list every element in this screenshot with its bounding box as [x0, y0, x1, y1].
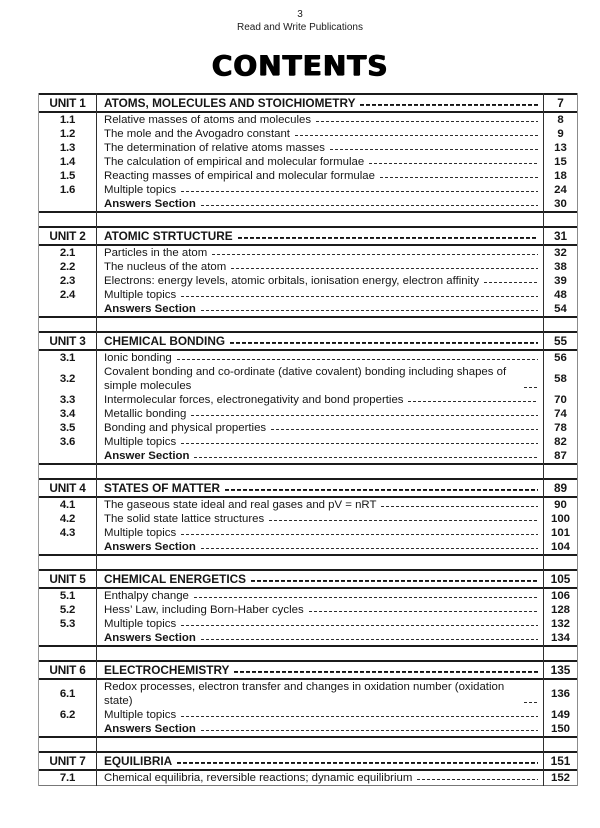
dotted-leader [408, 393, 538, 407]
entry-title: Intermolecular forces, electronegativity and bond properties [104, 394, 404, 406]
entry-page: 151 [550, 754, 571, 768]
dotted-leader [201, 540, 538, 554]
entry-number: 1.4 [59, 156, 76, 168]
toc-section-row [39, 127, 577, 141]
entry-title-cell [96, 480, 544, 496]
entry-title: Redox processes, electron transfer and changes in oxidation number (oxidation state) [104, 681, 505, 707]
dotted-leader [524, 680, 538, 708]
toc-section-row [39, 421, 577, 435]
entry-page: 101 [550, 527, 570, 539]
entry-title-cell [96, 95, 544, 111]
entry-title-cell [96, 708, 544, 722]
page-header [0, 0, 600, 34]
unit-block-6 [39, 660, 577, 738]
entry-title: Multiple topics [104, 527, 177, 539]
entry-page: 132 [550, 618, 570, 630]
entry-title-cell [96, 421, 544, 435]
toc-section-row [39, 722, 577, 736]
dotted-leader [380, 169, 538, 183]
entry-title: Multiple topics [104, 618, 177, 630]
dotted-leader [201, 722, 538, 736]
entry-page: 104 [550, 541, 570, 553]
unit-spacer [39, 213, 577, 226]
entry-title-cell [96, 333, 544, 349]
entry-title-cell [96, 771, 544, 785]
dotted-leader [181, 526, 538, 540]
toc-section-row [39, 113, 577, 127]
dotted-leader [181, 183, 538, 197]
toc-section-row [39, 498, 577, 512]
toc-section-row [39, 589, 577, 603]
entry-number: 3.5 [59, 422, 76, 434]
toc-section-row [39, 631, 577, 645]
entry-number: 1.3 [59, 142, 76, 154]
entry-title: ATOMIC STRTUCTURE [104, 229, 233, 243]
entry-title-cell [96, 662, 544, 678]
dotted-leader [360, 95, 538, 111]
entry-title-cell [96, 197, 544, 211]
dotted-leader [231, 260, 538, 274]
entry-title-cell [96, 449, 544, 463]
toc-section-row [39, 246, 577, 260]
entry-number: 5.3 [59, 618, 76, 630]
entry-title-cell [96, 603, 544, 617]
entry-number: 4.3 [59, 527, 76, 539]
entry-title-cell [96, 540, 544, 554]
toc-section-row [39, 274, 577, 288]
entry-page: 82 [554, 436, 567, 448]
entry-number: 1.1 [59, 114, 76, 126]
entry-title-cell [96, 526, 544, 540]
entry-page: 7 [557, 96, 564, 110]
entry-title: The determination of relative atoms masses [104, 142, 325, 154]
toc-unit-row [39, 571, 577, 589]
entry-title-cell [96, 393, 544, 407]
dotted-leader [269, 512, 538, 526]
unit-block-1 [39, 93, 577, 213]
entry-number: 3.6 [59, 436, 76, 448]
dotted-leader [212, 246, 538, 260]
toc-section-row [39, 708, 577, 722]
unit-block-4 [39, 478, 577, 556]
dotted-leader [309, 603, 538, 617]
toc-unit-row [39, 228, 577, 246]
dotted-leader [225, 480, 538, 496]
entry-number: UNIT 7 [49, 754, 86, 768]
toc-section-row [39, 302, 577, 316]
entry-title-cell [96, 722, 544, 736]
toc-section-row [39, 351, 577, 365]
entry-number: UNIT 5 [49, 572, 86, 586]
unit-block-2 [39, 226, 577, 318]
entry-page: 9 [557, 128, 564, 140]
entry-page: 55 [553, 334, 568, 348]
column-divider-page [543, 93, 544, 786]
entry-number: 6.2 [59, 709, 76, 721]
entry-title: Answers Section [104, 632, 196, 644]
entry-title: EQUILIBRIA [104, 754, 173, 768]
dotted-leader [484, 274, 538, 288]
entry-title: Reacting masses of empirical and molecular formulae [104, 170, 375, 182]
entry-page: 149 [550, 709, 570, 721]
entry-number: 1.6 [59, 184, 76, 196]
entry-number: UNIT 3 [49, 334, 86, 348]
entry-title-cell [96, 351, 544, 365]
dotted-leader [181, 435, 538, 449]
dotted-leader [177, 753, 538, 769]
toc-section-row [39, 603, 577, 617]
entry-title: Multiple topics [104, 709, 177, 721]
toc-section-row [39, 169, 577, 183]
page-number: 3 [297, 9, 303, 20]
entry-number: 4.2 [59, 513, 76, 525]
dotted-leader [181, 708, 538, 722]
entry-page: 8 [557, 114, 564, 126]
entry-page: 39 [554, 275, 567, 287]
entry-number: 2.1 [59, 247, 76, 259]
entry-number: UNIT 4 [49, 481, 86, 495]
entry-title: Enthalpy change [104, 590, 189, 602]
entry-page: 90 [554, 499, 567, 511]
entry-title-cell [96, 753, 544, 769]
toc-section-row [39, 512, 577, 526]
toc-unit-row [39, 95, 577, 113]
entry-title: Metallic bonding [104, 408, 187, 420]
entry-title: STATES OF MATTER [104, 481, 220, 495]
entry-title-cell [96, 498, 544, 512]
dotted-leader [194, 589, 538, 603]
entry-page: 32 [554, 247, 567, 259]
entry-number: 5.1 [59, 590, 76, 602]
dotted-leader [230, 333, 538, 349]
entry-page: 105 [550, 572, 571, 586]
entry-number: 2.2 [59, 261, 76, 273]
entry-page: 58 [554, 373, 567, 385]
dotted-leader [330, 141, 538, 155]
dotted-leader [181, 288, 538, 302]
entry-page: 74 [554, 408, 567, 420]
dotted-leader [177, 351, 538, 365]
toc-unit-row [39, 480, 577, 498]
dotted-leader [524, 365, 538, 393]
entry-page: 70 [554, 394, 567, 406]
entry-page: 134 [550, 632, 570, 644]
dotted-leader [238, 228, 538, 244]
toc-section-row [39, 155, 577, 169]
toc-section-row [39, 540, 577, 554]
entry-number: 2.4 [59, 289, 76, 301]
toc-section-row [39, 449, 577, 463]
entry-title: ATOMS, MOLECULES AND STOICHIOMETRY [104, 96, 356, 110]
entry-title-cell [96, 512, 544, 526]
entry-page: 48 [554, 289, 567, 301]
entry-title: Answers Section [104, 198, 196, 210]
entry-title: Answers Section [104, 723, 196, 735]
toc-section-row [39, 183, 577, 197]
toc-unit-row [39, 753, 577, 771]
entry-title: Multiple topics [104, 289, 177, 301]
unit-spacer [39, 556, 577, 569]
toc-section-row [39, 393, 577, 407]
entry-title-cell [96, 617, 544, 631]
dotted-leader [201, 631, 538, 645]
dotted-leader [194, 449, 538, 463]
dotted-leader [369, 155, 538, 169]
toc-section-row [39, 435, 577, 449]
dotted-leader [271, 421, 538, 435]
column-divider-number [96, 93, 97, 786]
entry-title: The gaseous state ideal and real gases and pV = nRT [104, 499, 377, 511]
entry-page: 128 [550, 604, 570, 616]
entry-title: The solid state lattice structures [104, 513, 265, 525]
entry-page: 136 [550, 688, 570, 700]
entry-page: 56 [554, 352, 567, 364]
entry-number: 2.3 [59, 275, 76, 287]
entry-number: 4.1 [59, 499, 76, 511]
entry-page: 89 [553, 481, 568, 495]
unit-spacer [39, 465, 577, 478]
entry-number: 3.4 [59, 408, 76, 420]
toc-section-row [39, 407, 577, 421]
entry-page: 54 [554, 303, 567, 315]
entry-title-cell [96, 589, 544, 603]
toc-section-row [39, 617, 577, 631]
entry-page: 31 [553, 229, 568, 243]
entry-title: Bonding and physical properties [104, 422, 267, 434]
entry-title: The calculation of empirical and molecular formulae [104, 156, 365, 168]
unit-block-5 [39, 569, 577, 647]
entry-title-cell [96, 246, 544, 260]
toc-unit-row [39, 333, 577, 351]
entry-title: Particles in the atom [104, 247, 208, 259]
entry-title: Multiple topics [104, 184, 177, 196]
dotted-leader [316, 113, 538, 127]
toc-section-row [39, 365, 577, 393]
entry-title: The mole and the Avogadro constant [104, 128, 290, 140]
entry-title: Chemical equilibria, reversible reactions; dynamic equilibrium [104, 772, 413, 784]
entry-title-cell [96, 169, 544, 183]
dotted-leader [201, 302, 538, 316]
entry-title-cell [96, 365, 544, 393]
entry-page: 78 [554, 422, 567, 434]
entry-title: Answers Section [104, 541, 196, 553]
toc-section-row [39, 771, 577, 785]
toc-section-row [39, 526, 577, 540]
entry-title-cell [96, 571, 544, 587]
entry-title-cell [96, 631, 544, 645]
dotted-leader [201, 197, 538, 211]
entry-page: 100 [550, 513, 570, 525]
entry-page: 24 [554, 184, 567, 196]
entry-page: 152 [550, 772, 570, 784]
unit-spacer [39, 647, 577, 660]
entry-title-cell [96, 288, 544, 302]
dotted-leader [381, 498, 538, 512]
entry-number: UNIT 2 [49, 229, 86, 243]
entry-title: Covalent bonding and co-ordinate (dative covalent) bonding including shapes of simple molecules [104, 366, 507, 392]
entry-title: CHEMICAL BONDING [104, 334, 226, 348]
toc-section-row [39, 288, 577, 302]
unit-spacer [39, 318, 577, 331]
entry-number: 3.1 [59, 352, 76, 364]
entry-title: The nucleus of the atom [104, 261, 227, 273]
entry-title: Answer Section [104, 450, 190, 462]
entry-title: Answers Section [104, 303, 196, 315]
entry-number: UNIT 1 [49, 96, 86, 110]
entry-number: 5.2 [59, 604, 76, 616]
entry-number: 1.5 [59, 170, 76, 182]
entry-number: 1.2 [59, 128, 76, 140]
entry-title: Relative masses of atoms and molecules [104, 114, 312, 126]
entry-title-cell [96, 274, 544, 288]
entry-page: 106 [550, 590, 570, 602]
entry-title: Electrons: energy levels, atomic orbitals, ionisation energy, electron affinity [104, 275, 480, 287]
entry-title-cell [96, 141, 544, 155]
entry-page: 13 [554, 142, 567, 154]
toc-section-row [39, 260, 577, 274]
entry-number: 7.1 [59, 772, 76, 784]
entry-number: 6.1 [59, 688, 76, 700]
dotted-leader [251, 571, 538, 587]
toc-section-row [39, 141, 577, 155]
dotted-leader [181, 617, 538, 631]
entry-title-cell [96, 113, 544, 127]
dotted-leader [234, 662, 538, 678]
entry-title: Ionic bonding [104, 352, 172, 364]
entry-number: 3.3 [59, 394, 76, 406]
entry-title: Hess’ Law, including Born-Haber cycles [104, 604, 304, 616]
entry-page: 15 [554, 156, 567, 168]
toc-table [38, 93, 578, 786]
entry-page: 38 [554, 261, 567, 273]
entry-title: ELECTROCHEMISTRY [104, 663, 230, 677]
entry-title-cell [96, 155, 544, 169]
entry-title: CHEMICAL ENERGETICS [104, 572, 247, 586]
entry-title-cell [96, 435, 544, 449]
entry-title-cell [96, 183, 544, 197]
toc-section-row [39, 197, 577, 211]
dotted-leader [417, 771, 538, 785]
entry-number: UNIT 6 [49, 663, 86, 677]
toc-section-row [39, 680, 577, 708]
entry-title-cell [96, 228, 544, 244]
publisher-name: Read and Write Publications [237, 21, 363, 33]
entry-page: 87 [554, 450, 567, 462]
entry-title: Multiple topics [104, 436, 177, 448]
dotted-leader [191, 407, 538, 421]
entry-page: 135 [550, 663, 571, 677]
entry-page: 18 [554, 170, 567, 182]
entry-page: 150 [550, 723, 570, 735]
dotted-leader [295, 127, 538, 141]
entry-title-cell [96, 680, 544, 708]
contents-title: CONTENTS [211, 49, 389, 82]
entry-number: 3.2 [59, 373, 76, 385]
entry-title-cell [96, 127, 544, 141]
entry-title-cell [96, 260, 544, 274]
unit-block-7 [39, 751, 577, 786]
entry-title-cell [96, 302, 544, 316]
entry-title-cell [96, 407, 544, 421]
unit-block-3 [39, 331, 577, 465]
entry-page: 30 [554, 198, 567, 210]
unit-spacer [39, 738, 577, 751]
toc-unit-row [39, 662, 577, 680]
